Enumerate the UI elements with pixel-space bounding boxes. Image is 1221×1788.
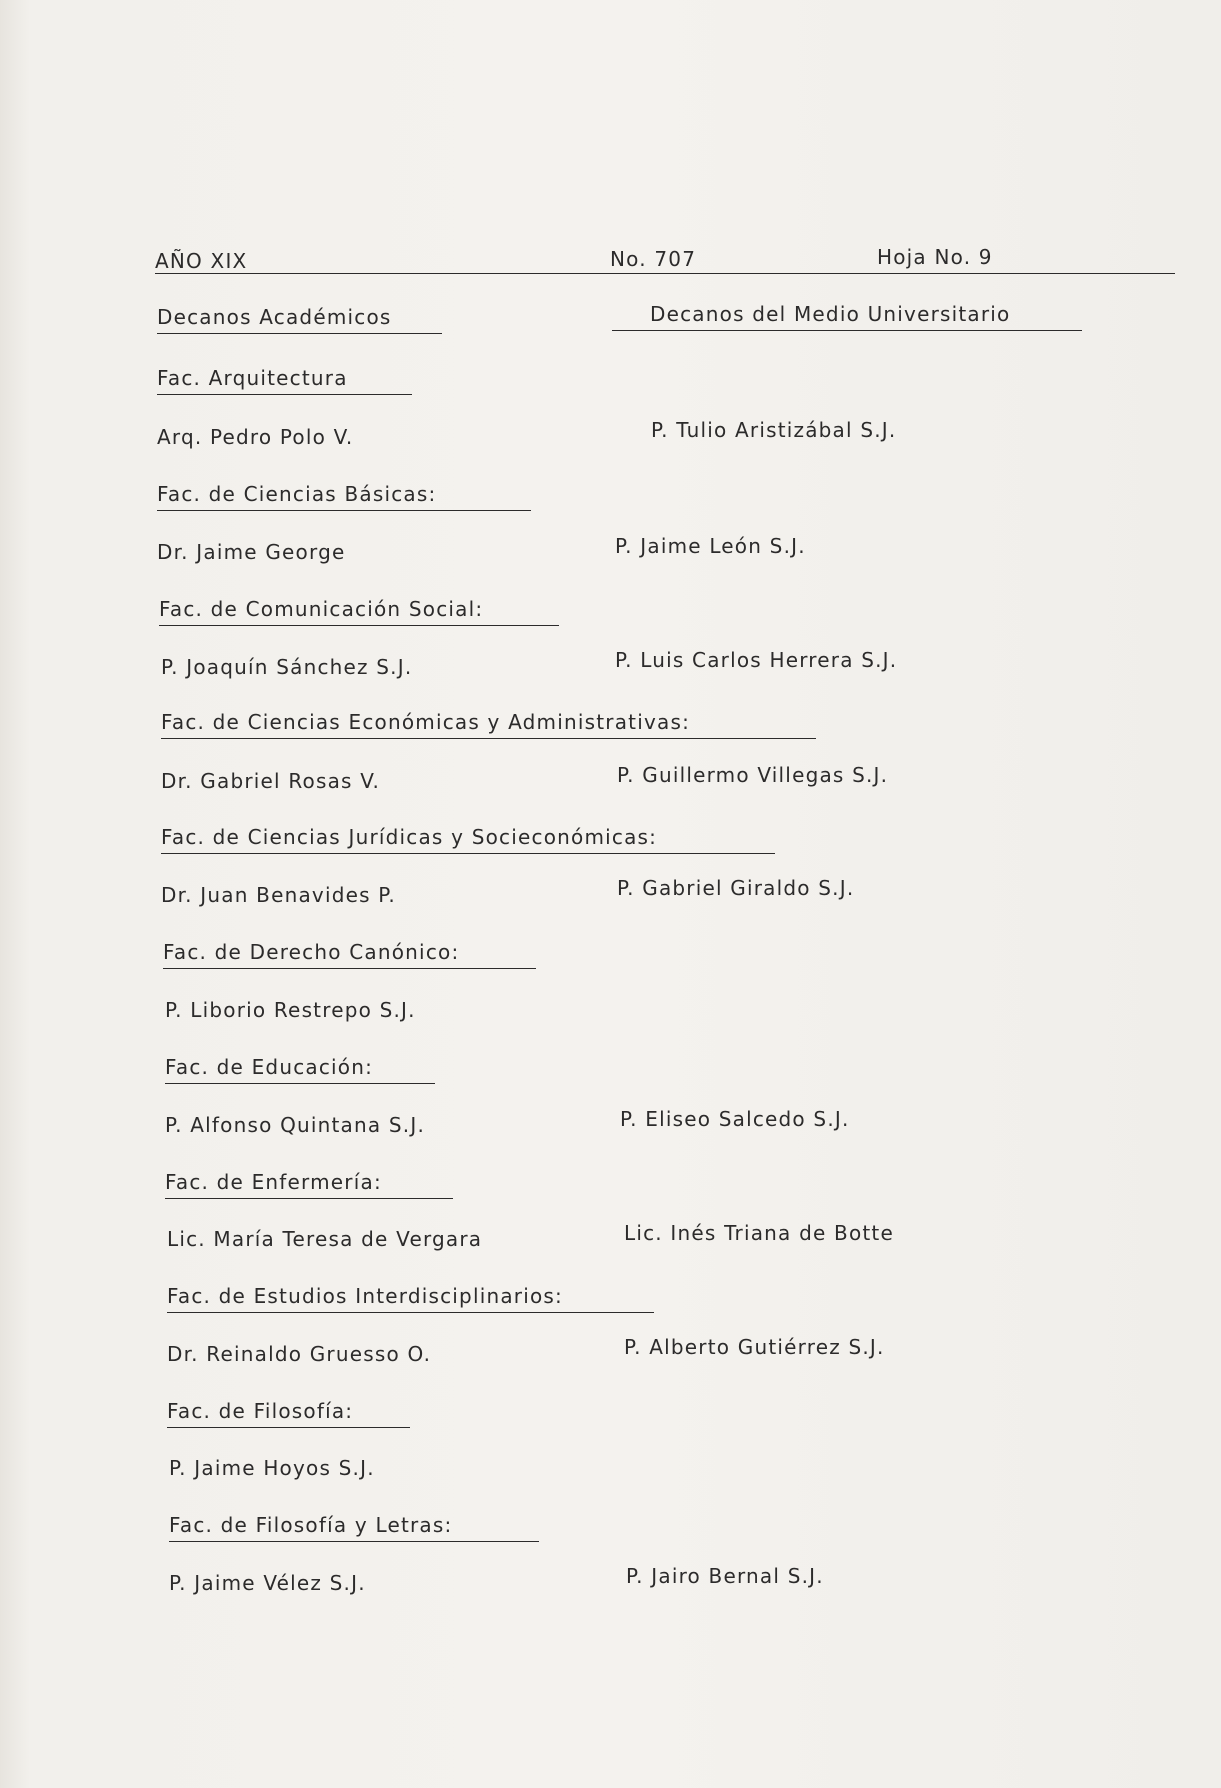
academic-dean: Lic. María Teresa de Vergara: [167, 1227, 483, 1251]
faculty-heading: Fac. de Ciencias Básicas:: [157, 482, 531, 511]
faculty-heading: Fac. de Filosofía y Letras:: [169, 1513, 539, 1542]
faculty-heading: Fac. de Derecho Canónico:: [163, 940, 536, 969]
header-year: AÑO XIX: [155, 249, 248, 273]
academic-dean: P. Liborio Restrepo S.J.: [165, 998, 416, 1022]
university-dean: P. Jairo Bernal S.J.: [626, 1564, 824, 1588]
university-dean: P. Gabriel Giraldo S.J.: [617, 876, 855, 900]
right-title-rule: [612, 330, 1082, 331]
academic-dean: P. Jaime Hoyos S.J.: [169, 1456, 375, 1480]
right-column-title: Decanos del Medio Universitario: [650, 302, 1011, 326]
faculty-heading: Fac. Arquitectura: [157, 366, 412, 395]
academic-dean: Dr. Juan Benavides P.: [161, 883, 396, 907]
faculty-heading: Fac. de Estudios Interdisciplinarios:: [167, 1284, 654, 1313]
faculty-heading: Fac. de Ciencias Económicas y Administrativas:: [161, 710, 816, 739]
left-column-title: Decanos Académicos: [157, 305, 442, 334]
academic-dean: P. Alfonso Quintana S.J.: [165, 1113, 426, 1137]
academic-dean: P. Jaime Vélez S.J.: [169, 1571, 366, 1595]
faculty-heading: Fac. de Enfermería:: [165, 1170, 453, 1199]
header-number: No. 707: [610, 247, 697, 271]
faculty-heading: Fac. de Filosofía:: [167, 1399, 410, 1428]
university-dean: P. Luis Carlos Herrera S.J.: [615, 648, 898, 672]
faculty-heading: Fac. de Ciencias Jurídicas y Socieconómicas:: [161, 825, 775, 854]
academic-dean: Dr. Reinaldo Gruesso O.: [167, 1342, 432, 1366]
university-dean: P. Alberto Gutiérrez S.J.: [624, 1335, 885, 1359]
academic-dean: Arq. Pedro Polo V.: [157, 425, 354, 449]
university-dean: P. Guillermo Villegas S.J.: [617, 763, 889, 787]
header-rule: [155, 273, 1175, 274]
header-sheet: Hoja No. 9: [877, 245, 993, 269]
university-dean: P. Tulio Aristizábal S.J.: [651, 418, 897, 442]
academic-dean: Dr. Jaime George: [157, 540, 346, 564]
faculty-heading: Fac. de Educación:: [165, 1055, 435, 1084]
university-dean: P. Eliseo Salcedo S.J.: [620, 1107, 850, 1131]
university-dean: P. Jaime León S.J.: [615, 534, 806, 558]
university-dean: Lic. Inés Triana de Botte: [624, 1221, 894, 1245]
academic-dean: Dr. Gabriel Rosas V.: [161, 769, 381, 793]
academic-dean: P. Joaquín Sánchez S.J.: [161, 655, 413, 679]
faculty-heading: Fac. de Comunicación Social:: [159, 597, 559, 626]
